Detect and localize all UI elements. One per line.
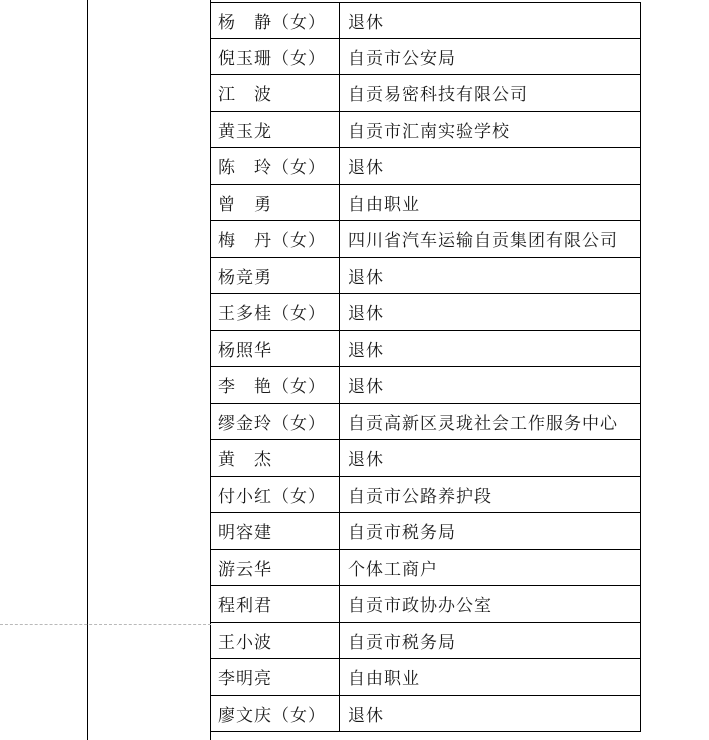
member-name: 黄 杰 [210,440,340,476]
member-organization: 个体工商户 [340,550,641,586]
table-row [210,112,641,149]
table-row [210,367,641,404]
table-row [210,148,641,185]
member-organization: 自贡市税务局 [340,513,641,549]
table-row [210,659,641,696]
member-organization: 四川省汽车运输自贡集团有限公司 [340,221,641,257]
member-organization: 退休 [340,331,641,367]
member-name: 廖文庆（女） [210,696,340,732]
table-row [210,75,641,112]
table-row [210,513,641,550]
member-organization: 自贡市公安局 [340,39,641,75]
table-row [210,623,641,660]
table-row [210,221,641,258]
member-name: 李 艳（女） [210,367,340,403]
member-organization: 退休 [340,3,641,38]
table-row [210,477,641,514]
member-organization: 自贡市税务局 [340,623,641,659]
member-organization: 退休 [340,696,641,732]
table-row [210,696,641,733]
member-organization: 自贡易密科技有限公司 [340,75,641,111]
member-name: 倪玉珊（女） [210,39,340,75]
table-row [210,39,641,76]
member-organization: 自贡市汇南实验学校 [340,112,641,148]
table-row [210,331,641,368]
member-name: 李明亮 [210,659,340,695]
member-name: 程利君 [210,586,340,622]
member-organization: 自贡市政协办公室 [340,586,641,622]
member-name: 王多桂（女） [210,294,340,330]
member-name: 黄玉龙 [210,112,340,148]
member-name: 游云华 [210,550,340,586]
table-row [210,404,641,441]
merged-left-column [87,0,211,740]
member-organization: 自由职业 [340,659,641,695]
member-name: 杨照华 [210,331,340,367]
member-organization: 自贡高新区灵珑社会工作服务中心 [340,404,641,440]
member-organization: 退休 [340,440,641,476]
member-organization: 退休 [340,258,641,294]
member-organization: 退休 [340,367,641,403]
member-organization: 自由职业 [340,185,641,221]
table-row [210,440,641,477]
member-organization: 退休 [340,148,641,184]
member-name: 陈 玲（女） [210,148,340,184]
table-row [210,294,641,331]
page-break-divider [0,624,211,625]
member-name: 梅 丹（女） [210,221,340,257]
member-name: 曾 勇 [210,185,340,221]
member-name: 杨竞勇 [210,258,340,294]
member-name: 付小红（女） [210,477,340,513]
member-organization: 退休 [340,294,641,330]
table-row [210,586,641,623]
member-name: 王小波 [210,623,340,659]
member-name: 明容建 [210,513,340,549]
member-name: 缪金玲（女） [210,404,340,440]
table-row [210,258,641,295]
table-row [210,185,641,222]
member-organization: 自贡市公路养护段 [340,477,641,513]
table-row [210,2,641,39]
member-table [210,2,641,732]
member-name: 江 波 [210,75,340,111]
member-name: 杨 静（女） [210,3,340,38]
table-row [210,550,641,587]
